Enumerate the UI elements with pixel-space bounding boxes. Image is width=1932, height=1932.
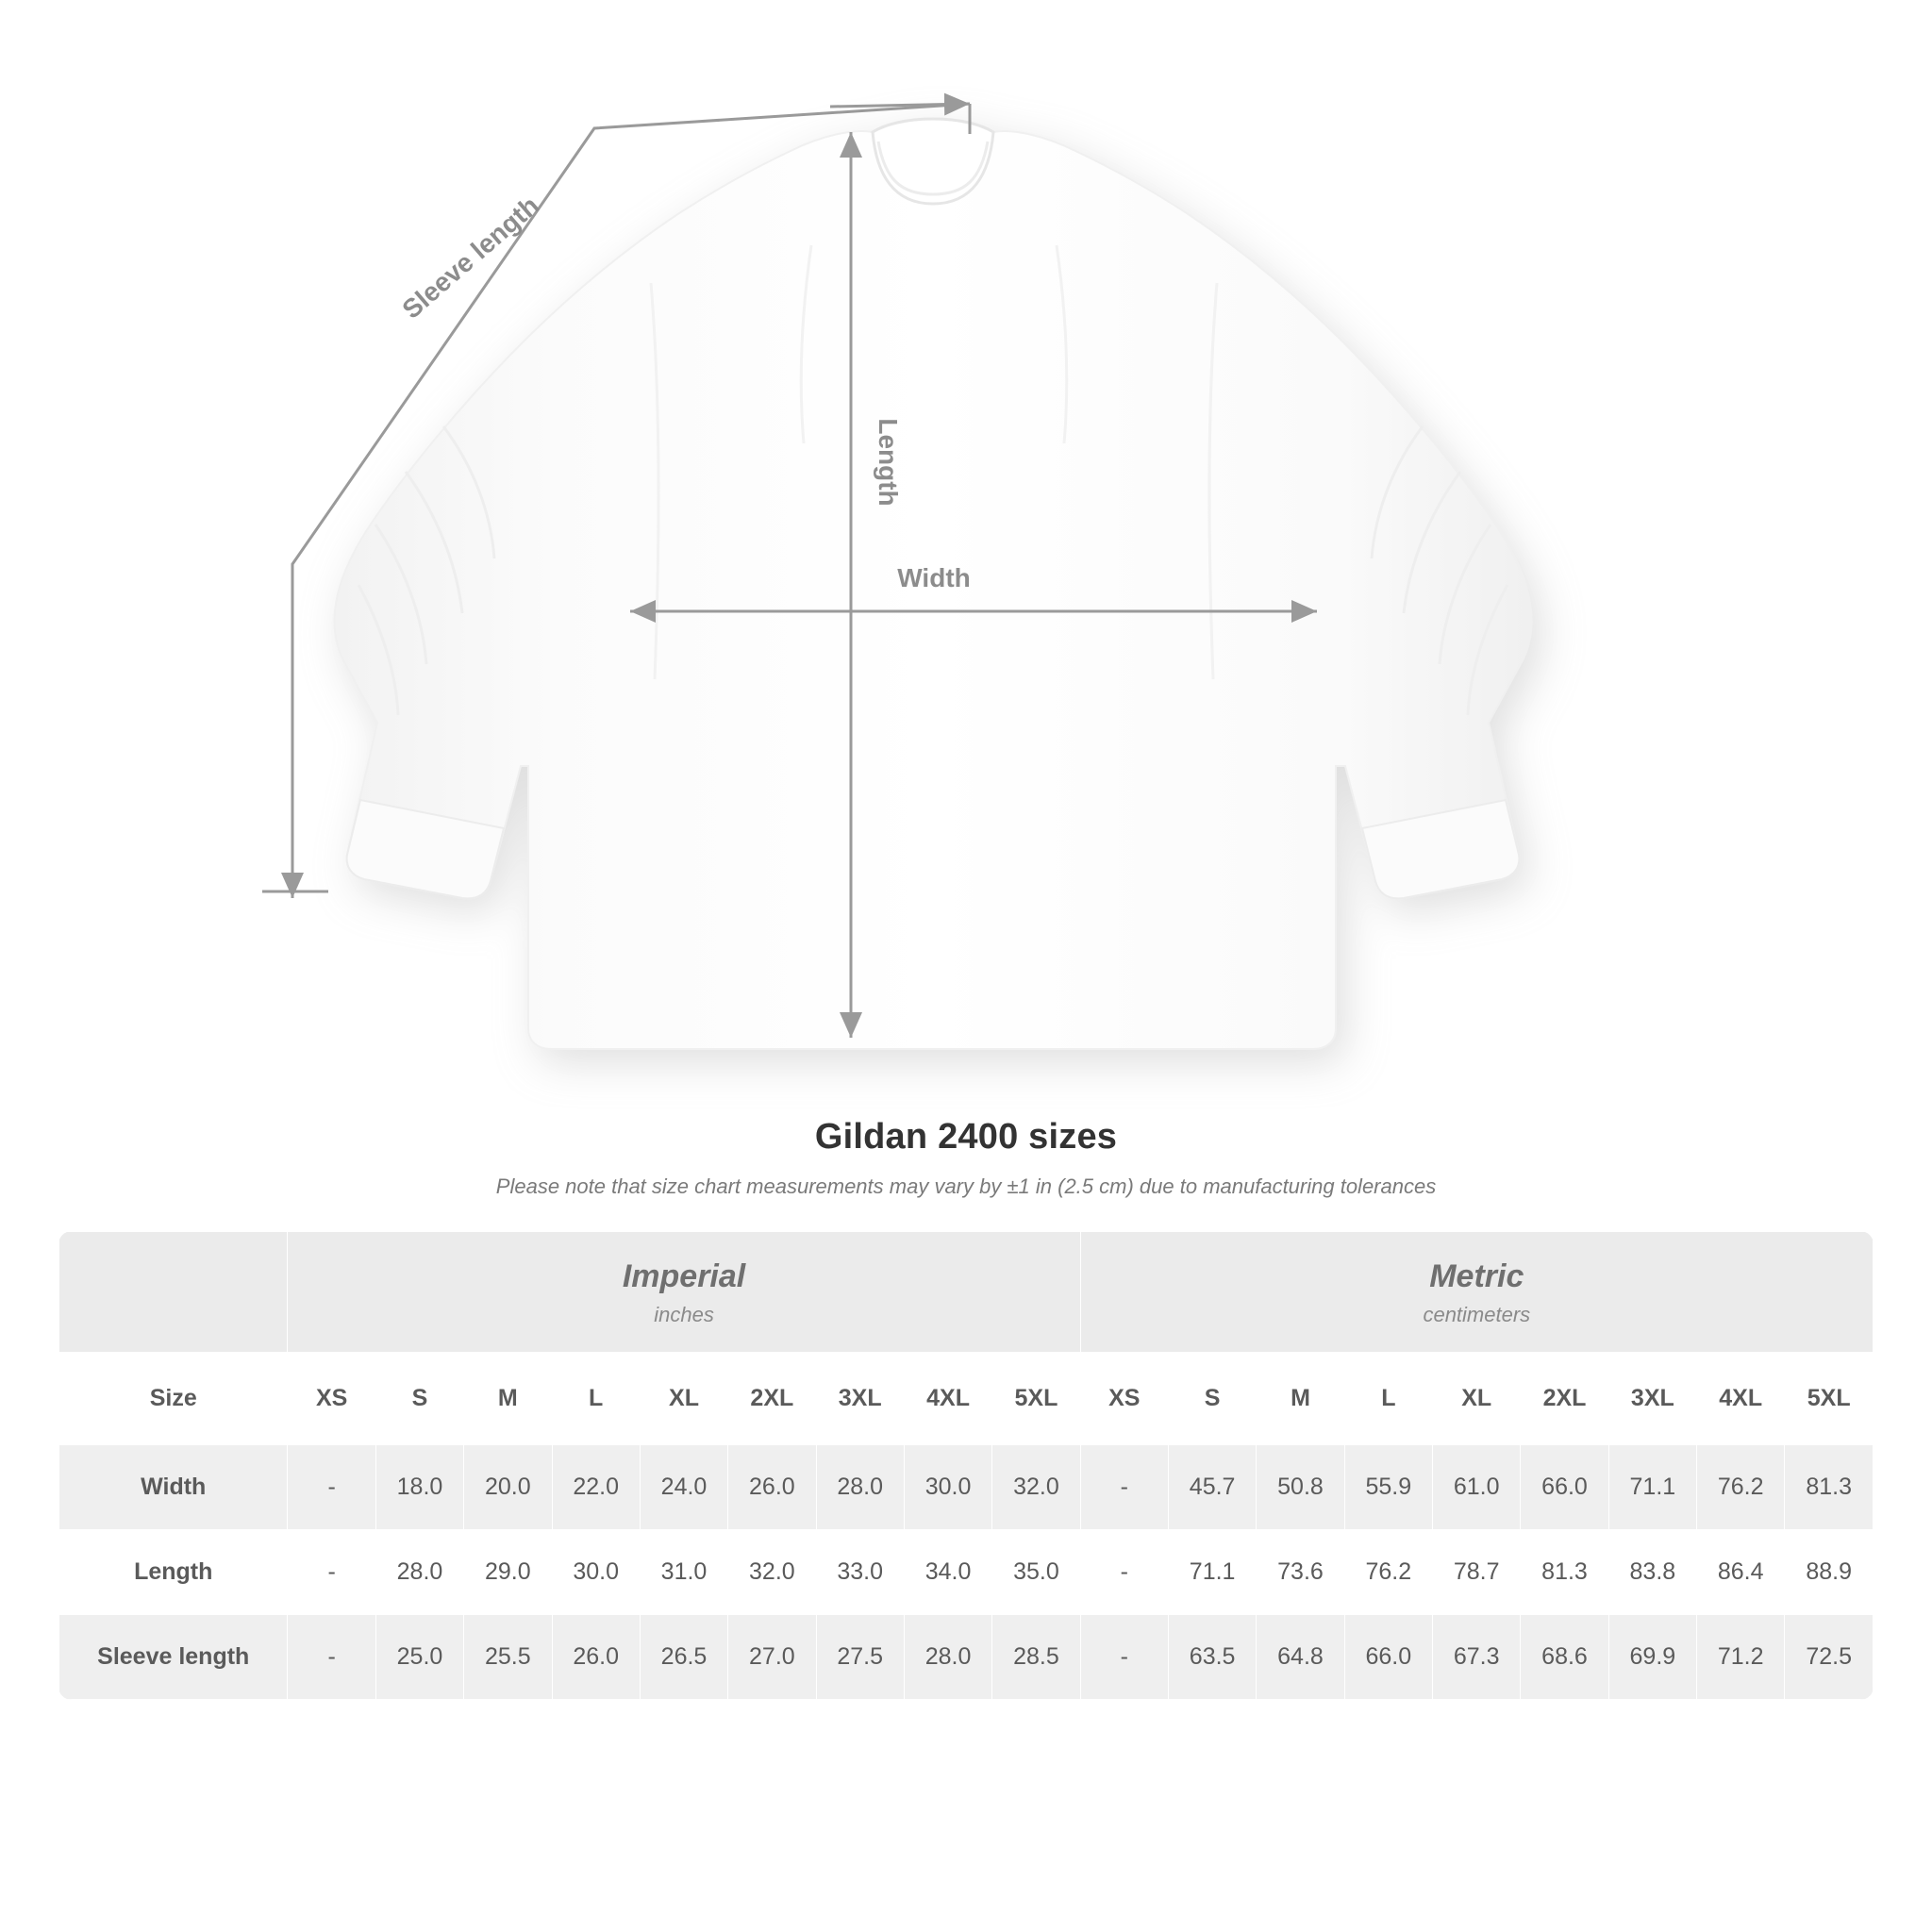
measurement-cell: 71.1 [1168,1530,1256,1615]
unit-system-cell [288,1232,1080,1353]
header-size-cell: 4XL [1697,1353,1785,1445]
measurement-cell: 22.0 [552,1445,640,1530]
measurement-cell: 88.9 [1785,1530,1874,1615]
measurement-cell: 76.2 [1344,1530,1432,1615]
measurement-cell: - [288,1530,375,1615]
unit-system-name: Metric [1429,1258,1524,1294]
header-size-cell: L [1344,1353,1432,1445]
table-row [59,1530,1874,1615]
measurement-cell: 26.0 [552,1615,640,1700]
measurement-cell: 29.0 [464,1530,552,1615]
measurement-cell: 28.5 [992,1615,1080,1700]
measurement-cell: 81.3 [1785,1445,1874,1530]
unit-system-row [59,1232,1874,1353]
measurement-cell: 61.0 [1433,1445,1521,1530]
size-table-wrapper [58,1231,1874,1700]
measurement-cell: 72.5 [1785,1615,1874,1700]
width-label: Width [897,563,971,592]
measurement-cell: 31.0 [640,1530,727,1615]
measurement-cell: 30.0 [904,1445,991,1530]
measurement-cell: 27.0 [728,1615,816,1700]
measurement-cell: 26.0 [728,1445,816,1530]
table-header-row [59,1353,1874,1445]
measurement-cell: 66.0 [1521,1445,1608,1530]
unit-system-spacer [59,1232,288,1353]
measurement-cell: 26.5 [640,1615,727,1700]
header-size-cell: XL [1433,1353,1521,1445]
measurement-cell: 28.0 [816,1445,904,1530]
measurement-cell: - [288,1615,375,1700]
length-label: Length [874,418,903,507]
header-size-cell: XS [288,1353,375,1445]
measurement-cell: 55.9 [1344,1445,1432,1530]
measurement-cell: 78.7 [1433,1530,1521,1615]
measurement-cell: 24.0 [640,1445,727,1530]
header-size-label: Size [59,1353,288,1445]
measurement-cell: 63.5 [1168,1615,1256,1700]
measurement-cell: 69.9 [1608,1615,1696,1700]
row-label: Sleeve length [59,1615,288,1700]
measurement-cell: - [1080,1615,1168,1700]
measurement-cell: 30.0 [552,1530,640,1615]
measurement-cell: 81.3 [1521,1530,1608,1615]
measurement-cell: 71.1 [1608,1445,1696,1530]
measurement-cell: 86.4 [1697,1530,1785,1615]
header-size-cell: 2XL [1521,1353,1608,1445]
size-table [58,1231,1874,1700]
sleeve-length-label: Sleeve length [396,190,545,325]
measurement-cell: 67.3 [1433,1615,1521,1700]
measurement-cell: 35.0 [992,1530,1080,1615]
unit-system-unit: centimeters [1423,1303,1531,1326]
measurement-cell: 32.0 [992,1445,1080,1530]
measurement-cell: 68.6 [1521,1615,1608,1700]
measurement-cell: 45.7 [1168,1445,1256,1530]
header-size-cell: 2XL [728,1353,816,1445]
header-size-cell: XL [640,1353,727,1445]
measurement-cell: - [1080,1445,1168,1530]
unit-system-name: Imperial [622,1258,746,1294]
header-size-cell: S [1168,1353,1256,1445]
measurement-cell: 34.0 [904,1530,991,1615]
measurement-cell: 71.2 [1697,1615,1785,1700]
measurement-cell: - [1080,1530,1168,1615]
measurement-cell: 20.0 [464,1445,552,1530]
measurement-cell: 33.0 [816,1530,904,1615]
header-size-cell: 5XL [1785,1353,1874,1445]
measurement-cell: 32.0 [728,1530,816,1615]
header-size-cell: XS [1080,1353,1168,1445]
row-label: Length [59,1530,288,1615]
measurement-cell: - [288,1445,375,1530]
measurement-cell: 73.6 [1257,1530,1344,1615]
unit-system-unit: inches [654,1303,714,1326]
measurement-cell: 50.8 [1257,1445,1344,1530]
row-label: Width [59,1445,288,1530]
header-size-cell: 3XL [816,1353,904,1445]
header-size-cell: S [375,1353,463,1445]
title-block [0,1117,1932,1199]
header-size-cell: 5XL [992,1353,1080,1445]
table-row [59,1615,1874,1700]
measurement-cell: 83.8 [1608,1530,1696,1615]
page-title: Gildan 2400 sizes [814,1117,1118,1157]
measurement-note: Please note that size chart measurements may vary by ±1 in (2.5 cm) due to manufacturing tolerances [495,1174,1437,1198]
measurement-cell: 28.0 [904,1615,991,1700]
measurement-cell: 28.0 [375,1530,463,1615]
table-row [59,1445,1874,1530]
measurement-cell: 64.8 [1257,1615,1344,1700]
header-size-cell: M [1257,1353,1344,1445]
measurement-cell: 66.0 [1344,1615,1432,1700]
header-size-cell: L [552,1353,640,1445]
measurement-cell: 25.5 [464,1615,552,1700]
measurement-cell: 76.2 [1697,1445,1785,1530]
measurement-cell: 25.0 [375,1615,463,1700]
measurement-cell: 27.5 [816,1615,904,1700]
header-size-cell: 3XL [1608,1353,1696,1445]
unit-system-cell [1080,1232,1873,1353]
measurement-cell: 18.0 [375,1445,463,1530]
header-size-cell: M [464,1353,552,1445]
header-size-cell: 4XL [904,1353,991,1445]
